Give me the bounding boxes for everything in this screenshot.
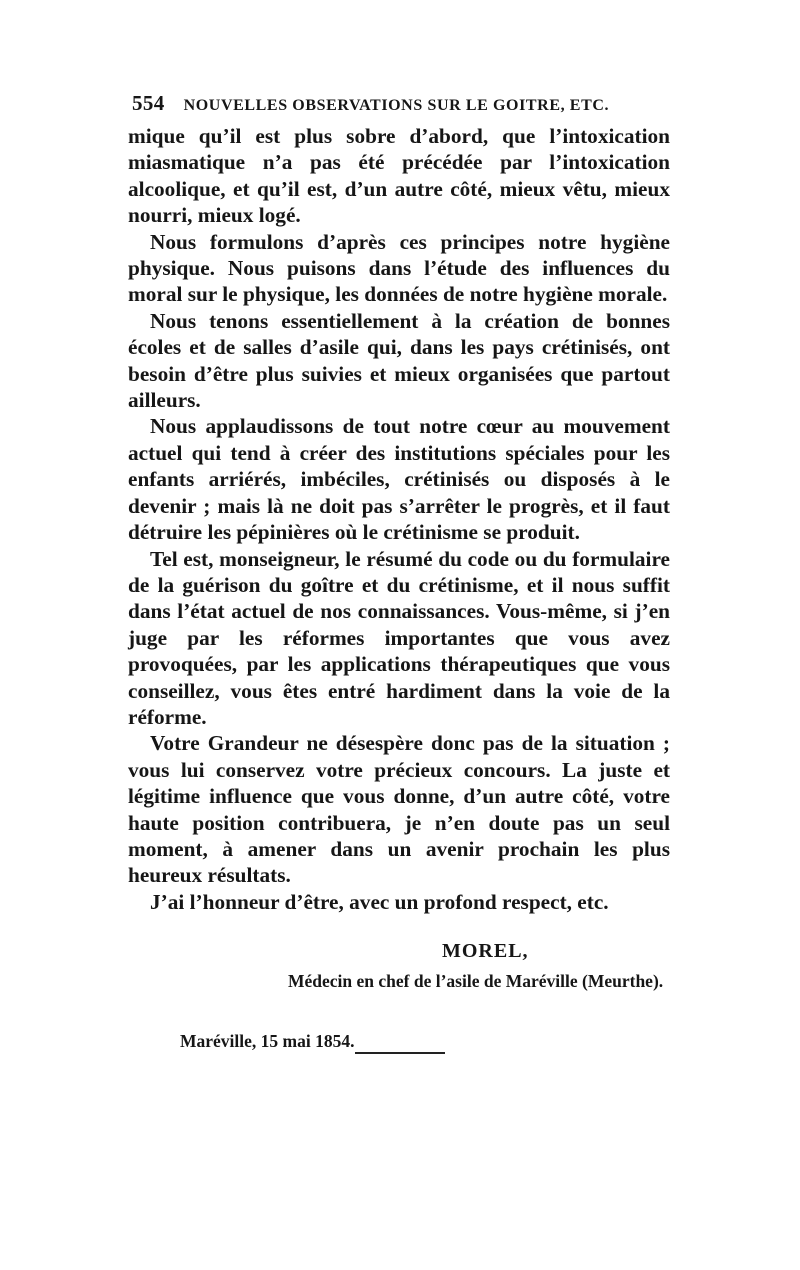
paragraph-institutions: Nous applaudissons de tout notre cœur au mouvement actuel qui tend à créer des institutions spéciales pour les enfants arriérés, imbéciles, crétinisés ou disposés à le devenir ; mais là ne doit pas s’arrêter le progrès, et il faut détruire les pépinières où le crétinisme se produit. xyxy=(128,414,670,545)
paragraph-closing: J’ai l’honneur d’être, avec un profond respect, etc. xyxy=(150,889,609,914)
paragraph-grandeur: Votre Grandeur ne désespère donc pas de la situation ; vous lui conservez votre précieux concours. La juste et légitime influence que vous donne, d’un autre côté, votre haute position contribuera, je n’en doute pas un seul moment, à amener dans un avenir prochain les plus heureux résultats. xyxy=(128,731,670,888)
paragraph-schools: Nous tenons essentiellement à la création de bonnes écoles et de salles d’asile qui, dans les pays crétinisés, ont besoin d’être plus suivies et mieux organisées que partout ailleurs. xyxy=(128,308,670,413)
book-page xyxy=(128,92,670,1053)
signature-name: MOREL, xyxy=(442,940,529,963)
end-rule-divider xyxy=(355,1052,445,1054)
running-title: NOUVELLES OBSERVATIONS SUR LE GOITRE, ETC. xyxy=(183,97,610,114)
paragraph-hygiene: Nous formulons d’après ces principes notre hygiène physique. Nous puisons dans l’étude des influences du moral sur le physique, les données de notre hygiène morale. xyxy=(128,229,670,307)
signature-role: Médecin en chef de l’asile de Maréville (Meurthe). xyxy=(288,971,664,992)
running-header xyxy=(132,92,670,117)
dateline: Maréville, 15 mai 1854. xyxy=(180,1031,355,1052)
paragraph-continuation: mique qu’il est plus sobre d’abord, que l’intoxication miasmatique n’a pas été précédée par l’intoxication alcoolique, et qu’il est, d’un autre côté, mieux vêtu, mieux nourri, mieux logé. xyxy=(128,124,670,228)
page-number: 554 xyxy=(132,91,165,115)
paragraph-summary: Tel est, monseigneur, le résumé du code ou du formulaire de la guérison du goître et du crétinisme, et il nous suffit dans l’état actuel de nos connaissances. Vous-même, si j’en juge par les réformes importantes que vous avez provoquées, par les applications thérapeutiques que vous conseillez, vous êtes entré hardiment dans la voie de la réforme. xyxy=(128,546,670,729)
signature-block xyxy=(128,939,670,993)
